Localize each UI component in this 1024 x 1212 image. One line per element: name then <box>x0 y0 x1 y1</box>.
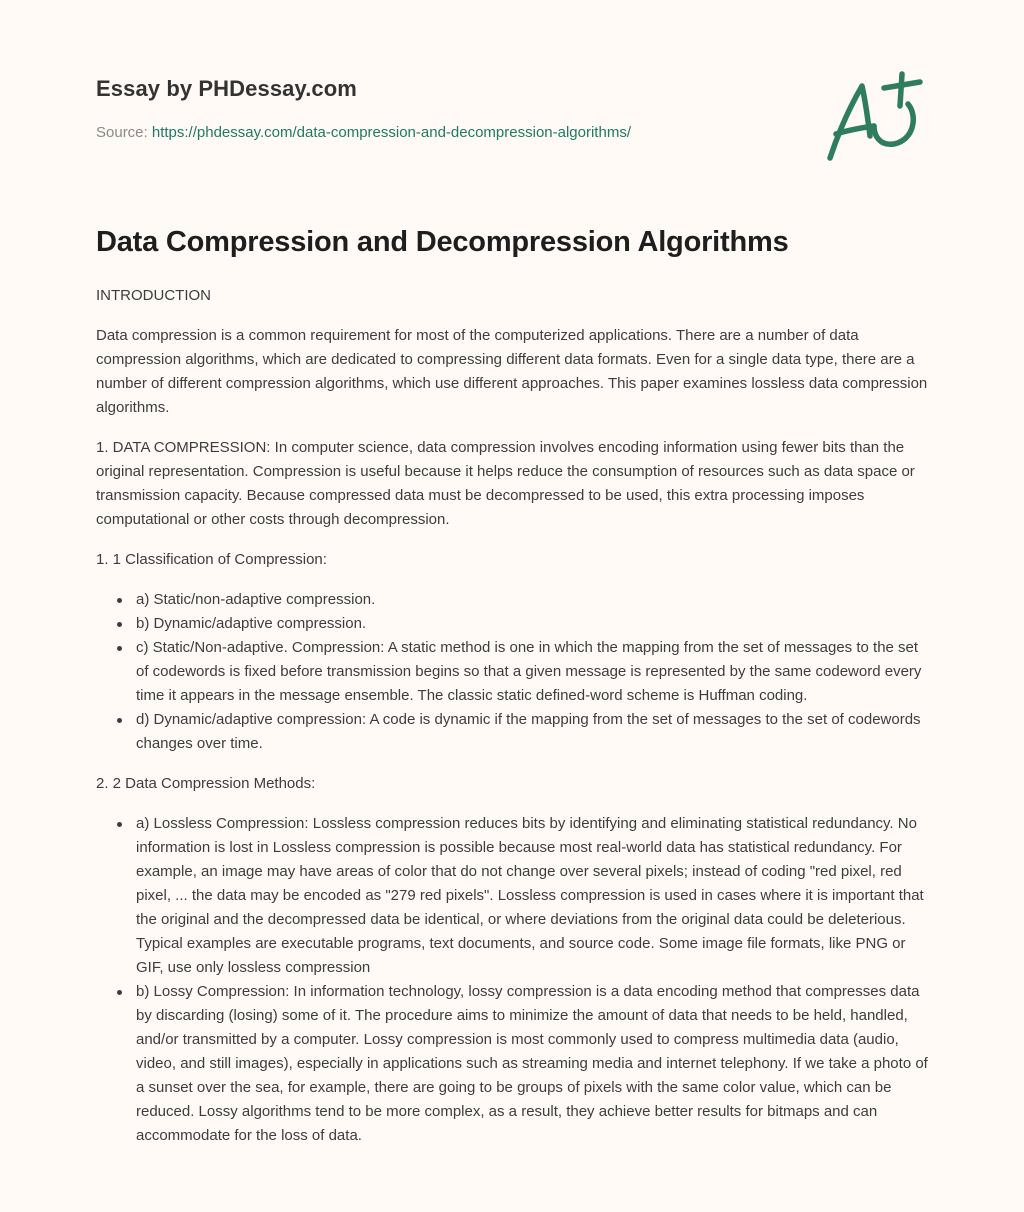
document-title: Data Compression and Decompression Algorithms <box>96 226 789 258</box>
list-item: b) Lossy Compression: In information technology, lossy compression is a data encoding method that compresses data by discarding (losing) some of it. The procedure aims to minimize the amount of data that needs to be held, handled, and/or transmitted by a computer. Lossy compression is most commonly used to compress multimedia data (audio, video, and still images), especially in applications such as streaming media and internet telephony. If we take a photo of a sunset over the sea, for example, there are going to be groups of pixels with the same color value, which can be reduced. Lossy algorithms tend to be more complex, as a result, they achieve better results for bitmaps and can accommodate for the loss of data. <box>136 980 928 1148</box>
site-title: Essay by PHDessay.com <box>96 76 357 101</box>
source-label: Source: <box>96 124 148 141</box>
document-body <box>96 284 928 1164</box>
intro-heading: INTRODUCTION <box>96 287 211 304</box>
list-item: b) Dynamic/adaptive compression. <box>136 612 928 636</box>
intro-paragraph: Data compression is a common requirement for most of the computerized applications. There are a number of data compression algorithms, which are dedicated to compressing different data formats. Even for a single data type, there are a number of different compression algorithms, which use different approaches. This paper examines lossless data compression algorithms. <box>96 327 928 416</box>
list-item: d) Dynamic/adaptive compression: A code is dynamic if the mapping from the set of messages to the set of codewords changes over time. <box>136 708 928 756</box>
source-line <box>96 124 631 141</box>
methods-list <box>96 812 928 1148</box>
list-item: a) Static/non-adaptive compression. <box>136 588 928 612</box>
page-header <box>96 0 928 190</box>
section-2-2-heading: 2. 2 Data Compression Methods: <box>96 775 316 792</box>
source-link[interactable]: https://phdessay.com/data-compression-and-decompression-algorithms/ <box>151 124 631 141</box>
a-plus-grade-icon <box>822 64 928 164</box>
section-1-1-heading: 1. 1 Classification of Compression: <box>96 551 327 568</box>
list-item: c) Static/Non-adaptive. Compression: A static method is one in which the mapping from the set of messages to the set of codewords is fixed before transmission begins so that a given message is represented by the same codeword every time it appears in the message ensemble. The classic static defined-word scheme is Huffman coding. <box>136 636 928 708</box>
essay-page <box>96 0 928 1144</box>
section-1-paragraph: 1. DATA COMPRESSION: In computer science, data compression involves encoding information using fewer bits than the original representation. Compression is useful because it helps reduce the consumption of resources such as data space or transmission capacity. Because compressed data must be decompressed to be used, this extra processing imposes computational or other costs through decompression. <box>96 439 915 528</box>
list-item: a) Lossless Compression: Lossless compression reduces bits by identifying and eliminating statistical redundancy. No information is lost in Lossless compression is possible because most real-world data has statistical redundancy. For example, an image may have areas of color that do not change over several pixels; instead of coding "red pixel, red pixel, ... the data may be encoded as "279 red pixels". Lossless compression is used in cases where it is important that the original and the decompressed data be identical, or where deviations from the original data could be deleterious. Typical examples are executable programs, text documents, and source code. Some image file formats, like PNG or GIF, use only lossless compression <box>136 812 928 980</box>
classification-list <box>96 588 928 756</box>
